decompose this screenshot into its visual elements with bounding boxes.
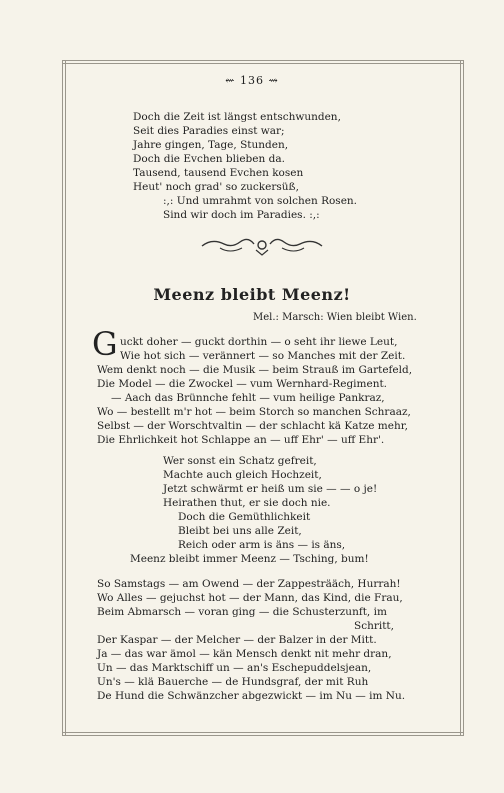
poem-line: Sind wir doch im Paradies. :,: [163, 209, 320, 221]
refrain-line: Reich oder arm is äns — is äns, [178, 539, 346, 551]
drop-cap: G [92, 325, 118, 363]
verse-line: Selbst — der Worschtvaltin — der schlacht kä Katze mehr, [97, 420, 408, 432]
verse-line: Wie hot sich — verännert — so Manches mit der Zeit. [120, 350, 406, 362]
refrain-line: Doch die Gemüthlichkeit [178, 511, 311, 523]
poem-line: Heut' noch grad' so zuckersüß, [133, 181, 299, 193]
verse-line: Wo Alles — gejuchst hot — der Mann, das Kind, die Frau, [97, 592, 403, 604]
refrain-line: Wer sonst ein Schatz gefreit, [163, 455, 317, 467]
page-number [0, 74, 504, 87]
song-title: Meenz bleibt Meenz! [153, 285, 351, 304]
verse-line: Wem denkt noch — die Musik — beim Strauß im Gartefeld, [97, 364, 413, 376]
right-ornament-icon: ⇝ [268, 74, 279, 87]
verse-line: Die Model — die Zwockel — vum Wernhard-Regiment. [97, 378, 388, 390]
refrain-line: Heirathen thut, er sie doch nie. [163, 497, 331, 509]
verse-line: uckt doher — guckt dorthin — o seht ihr liewe Leut, [120, 336, 398, 348]
verse-line: Wo — bestellt m'r hot — beim Storch so manchen Schraaz, [97, 406, 411, 418]
verse-line: So Samstags — am Owend — der Zappesträäch, Hurrah! [97, 578, 401, 590]
poem-line: Doch die Zeit ist längst entschwunden, [133, 111, 341, 123]
refrain-line: Jetzt schwärmt er heiß um sie — — o je! [163, 483, 378, 495]
verse-line: De Hund die Schwänzcher abgezwickt — im Nu — im Nu. [97, 690, 406, 702]
melody-note: Mel.: Marsch: Wien bleibt Wien. [253, 312, 417, 323]
poem-line: Seit dies Paradies einst war; [133, 125, 285, 137]
refrain-line: Meenz bleibt immer Meenz — Tsching, bum! [130, 553, 369, 565]
verse-line: Beim Abmarsch — voran ging — die Schusterzunft, im [97, 606, 387, 618]
poem-line: Jahre gingen, Tage, Stunden, [133, 139, 289, 151]
verse-line: — Aach das Brünnche fehlt — vum heilige Pankraz, [111, 392, 385, 404]
ornament-icon [200, 236, 324, 256]
verse-line: Der Kaspar — der Melcher — der Balzer in der Mitt. [97, 634, 377, 646]
verse-line: Die Ehrlichkeit hot Schlappe an — uff Ehr' — uff Ehr'. [97, 434, 385, 446]
verse-line: Schritt, [354, 620, 394, 632]
refrain-line: Bleibt bei uns alle Zeit, [178, 525, 302, 537]
refrain-line: Machte auch gleich Hochzeit, [163, 469, 322, 481]
page-number-text: 136 [240, 74, 264, 87]
poem-line: Doch die Evchen blieben da. [133, 153, 285, 165]
poem-line: :,: Und umrahmt von solchen Rosen. [163, 195, 358, 207]
poem-line: Tausend, tausend Evchen kosen [133, 167, 304, 179]
verse-line: Un's — klä Bauerche — de Hundsgraf, der mit Ruh [97, 676, 369, 688]
left-ornament-icon: ⇜ [225, 74, 236, 87]
verse-line: Ja — das war ämol — kän Mensch denkt nit mehr dran, [97, 648, 392, 660]
verse-line: Un — das Marktschiff un — an's Eschepuddelsjean, [97, 662, 372, 674]
